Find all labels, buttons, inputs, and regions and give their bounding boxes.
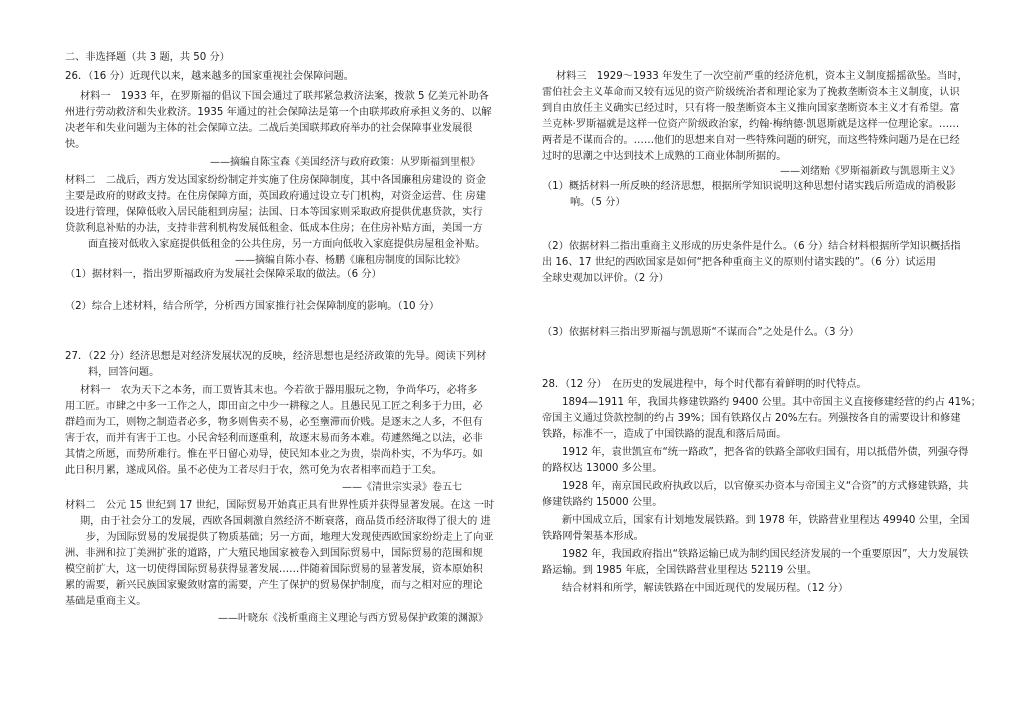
- q27-material2-line: 期，由于社会分工的发展，西欧各国刺激自然经济不断衰落，商品货币经济取得了很大的 进: [80, 516, 491, 527]
- q27-question2: 出 16、17 世纪的西欧国家是如何“把各种重商主义的原则付诸实践的”。（6 分）试运用: [542, 257, 936, 268]
- q28-paragraph-line: 帝国主义通过贷款控制的约占 39%；国有铁路仅占 20%左右。列强按各自的需要设计和修建: [542, 413, 961, 424]
- q26-material1-line: 州进行劳动救济和失业救济。1935 年通过的社会保障法是第一个由联邦政府承担义务的、以解: [65, 107, 492, 118]
- q27-question3: （3）依据材料三指出罗斯福与凯恩斯“不谋而合”之处是什么。（3 分）: [542, 327, 860, 338]
- question-27-stem: 料，回答问题。: [88, 367, 160, 378]
- q26-question2: （2）综合上述材料，结合所学，分析西方国家推行社会保障制度的影响。（10 分）: [65, 301, 440, 312]
- q26-material2-source: ——摘编自陈小春、杨鹏《廉租房制度的国际比较》: [235, 255, 465, 266]
- q27-material3-line: 雷伯社会主义革命而又较有远见的资产阶级统治者和理论家为了挽救垄断资本主义制度，认识: [542, 87, 960, 98]
- q26-question1: （1）据材料一，指出罗斯福政府为发展社会保障采取的做法。（6 分）: [65, 269, 382, 280]
- q27-material2-line: 洲、非洲和拉丁美洲扩张的道路，广大殖民地国家被卷入到国际贸易中，国际贸易的范围和规: [65, 548, 483, 559]
- q27-material3-source: ——刘绪贻《罗斯福新政与凯恩斯主义》: [780, 166, 960, 177]
- q27-material3-line: 兰克林·罗斯福就是这样一位资产阶级政治家，约翰·梅纳德·凯恩斯就是这样一位理论家。……: [542, 119, 960, 130]
- question-26-stem: 26．（16 分）近现代以来，越来越多的国家重视社会保障问题。: [65, 71, 354, 82]
- q27-material3-line: 两者是不谋而合的。……他们的思想来自对一些特殊问题的研究，而这些特殊问题乃是在已经: [542, 135, 960, 146]
- q27-material3-line: 过时的思潮之中达到技术上成熟的工商业体制所据的。: [542, 151, 787, 162]
- q27-question2: 全球史观加以评价。（2 分）: [542, 273, 669, 284]
- q26-material2-line: 贷款利息补贴的办法，支持非营利机构发展低租金、低成本住房；在住房补贴方面，美国一方: [65, 223, 483, 234]
- q28-paragraph-line: 1982 年，我国政府指出“铁路运输已成为制约国民经济发展的一个重要原因”，大力发展铁: [562, 549, 969, 560]
- q28-paragraph-line: 1912 年，袁世凯宣布“统一路政”，把各省的铁路全部收归国有，用以抵借外债，列强夺得: [562, 447, 969, 458]
- q28-paragraph-line: 1894—1911 年，我国共修建铁路约 9400 公里。其中帝国主义直接修建经营的约占 41%；: [562, 397, 981, 408]
- question-27-stem: 27．（22 分）经济思想是对经济发展状况的反映，经济思想也是经济政策的先导。阅读下列材: [65, 351, 487, 362]
- q28-paragraph-line: 1928 年，南京国民政府执政以后，以官僚买办资本与帝国主义“合资”的方式修建铁路，共: [562, 481, 969, 492]
- q27-material2-line: 模空前扩大，这一切使得国际贸易获得显著发展……伴随着国际贸易的显著发展，资本原始积: [65, 564, 483, 575]
- q27-material1-line: 其情之所愿，而势所难行。惟在平日留心劝导，使民知本业之为贵，崇尚朴实，不为华巧。如: [65, 449, 483, 460]
- section-title: 二、非选择题（共 3 题，共 50 分）: [65, 52, 230, 63]
- q28-paragraph-line: 铁路，标准不一，造成了中国铁路的混乱和落后局面。: [542, 429, 787, 440]
- q27-material2-line: 累的需要，新兴民族国家聚敛财富的需要，产生了保护的贸易保护制度，而与之相对应的理论: [65, 580, 483, 591]
- q26-material1-line: 材料一 1933 年，在罗斯福的倡议下国会通过了联邦紧急救济法案，拨款 5 亿美元补助各: [80, 91, 489, 102]
- q27-question2: （2）依据材料二指出重商主义形成的历史条件是什么。（6 分）结合材料根据所学知识概括指: [542, 241, 961, 252]
- q26-material1-source: ——摘编自陈宝森《美国经济与政府政策：从罗斯福到里根》: [210, 157, 480, 168]
- q27-material1-line: 用工匠。市肆之中多一工作之人，即田亩之中少一耕稼之人。且愚民见工匠之利多于力田，必: [65, 401, 483, 412]
- q27-material2-source: ——叶晓东《浅析重商主义理论与西方贸易保护政策的渊源》: [218, 613, 488, 624]
- q26-material2-line: 设进行管理，保障低收入居民能租到房屋；法国、日本等国家则采取政府提供优惠贷款，实行: [65, 207, 483, 218]
- q28-question: 结合材料和所学，解读铁路在中国近现代的发展历程。（12 分）: [562, 583, 849, 594]
- q27-material2-line: 基础是重商主义。: [65, 596, 147, 607]
- q27-material1-source: ——《清世宗实录》卷五七: [342, 482, 462, 493]
- q26-material2-line: 面直接对低收入家庭提供低租金的公共住房，另一方面向低收入家庭提供房屋租金补贴。: [88, 239, 486, 250]
- q27-question1: 响。（5 分）: [570, 197, 626, 208]
- q26-material1-line: 快。: [65, 139, 86, 150]
- q27-material1-line: 此日积月累，遂成风俗。虽不必使为工者尽归于农，然可免为农者相率而趋于工矣。: [65, 465, 442, 476]
- q28-paragraph-line: 修建铁路约 15000 公里。: [542, 497, 663, 508]
- q27-material1-line: 材料一 农为天下之本务，而工贾皆其末也。今若欲于器用服玩之物，争尚华巧，必将多: [80, 385, 478, 396]
- q27-material2-line: 材料二 公元 15 世纪到 17 世纪，国际贸易开始真正具有世界性质并获得显著发展。在这 一时: [65, 500, 495, 511]
- q26-material2-line: 主要是政府的财政支持。在住房保障方面，英国政府通过设立专门机构，对资金运营、住 房建: [65, 191, 486, 202]
- q27-material2-line: 步，为国际贸易的发展提供了物质基础；另一方面，地理大发现使西欧国家纷纷走上了向亚: [86, 532, 494, 543]
- q27-question1: （1）概括材料一所反映的经济思想，根据所学知识说明这种思想付诸实践后所造成的消极影: [542, 181, 956, 192]
- q26-material2-line: 材料二 二战后，西方发达国家纷纷制定并实施了住房保障制度，其中各国廉租房建设的 资金: [65, 175, 486, 186]
- question-28-stem: 28．（12 分） 在历史的发展进程中，每个时代都有着鲜明的时代特点。: [542, 379, 867, 390]
- q28-paragraph-line: 铁路网骨架基本形成。: [542, 531, 644, 542]
- q27-material1-line: 群趋而为工，则物之制造者必多，物多则售卖不易，必至壅滞而价贱。是逐末之人多，不但有: [65, 417, 483, 428]
- q27-material3-line: 到自由放任主义确实已经过时，只有将一般垄断资本主义推向国家垄断资本主义才有希望。富: [542, 103, 960, 114]
- q28-paragraph-line: 的路权达 13000 多公里。: [542, 463, 663, 474]
- q28-paragraph-line: 新中国成立后，国家有计划地发展铁路。到 1978 年，铁路营业里程达 49940 公里，全国: [562, 515, 970, 526]
- q27-material1-line: 害于农，而并有害于工也。小民舍轻利而逐重利，故逐末易而务本难。苟遽然绳之以法，必非: [65, 433, 483, 444]
- q27-material3-line: 材料三 1929～1933 年发生了一次空前严重的经济危机，资本主义制度摇摇欲坠。当时，: [556, 71, 968, 82]
- q26-material1-line: 决老年和失业问题为主体的社会保障立法。二战后美国联邦政府举办的社会保障事业发展很: [65, 123, 473, 134]
- q28-paragraph-line: 路运输。到 1985 年底，全国铁路营业里程达 52119 公里。: [542, 565, 818, 576]
